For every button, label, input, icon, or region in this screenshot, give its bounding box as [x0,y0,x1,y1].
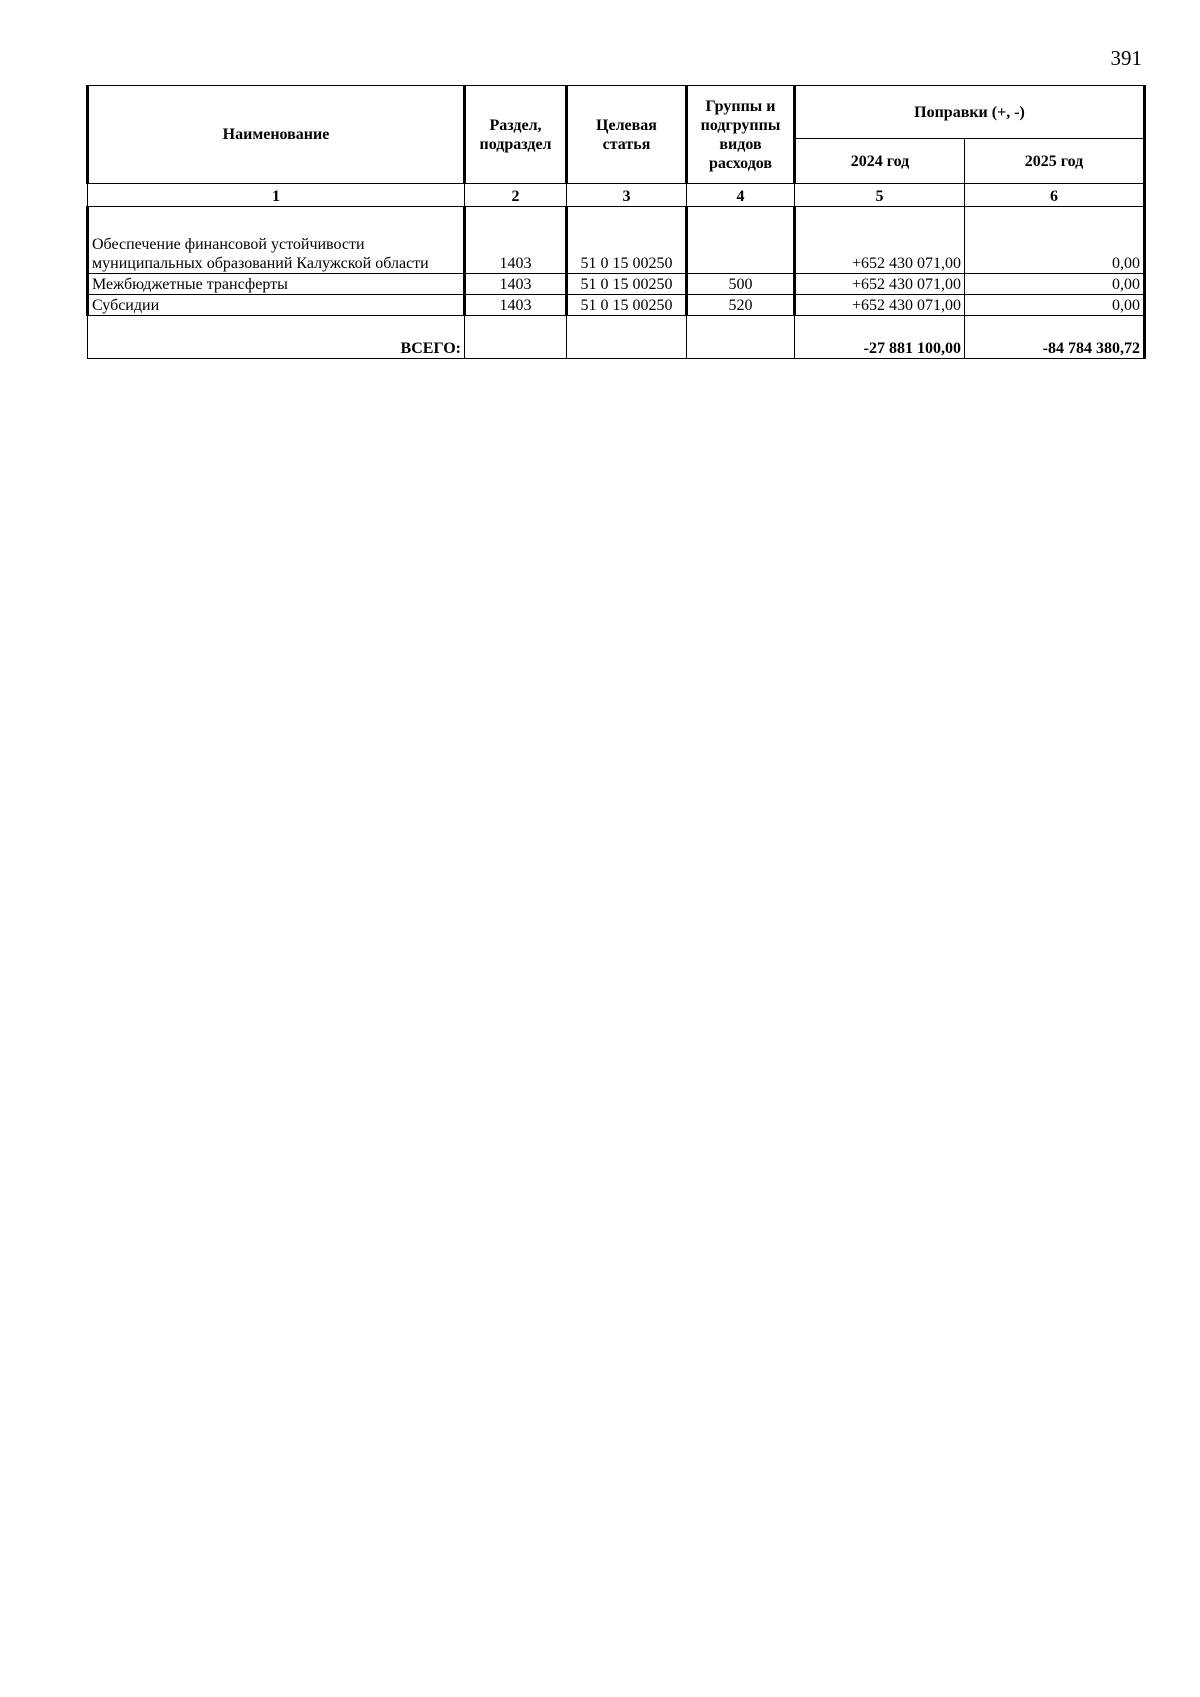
page-number: 391 [1110,46,1142,70]
column-number: 5 [795,184,965,207]
row-target: 51 0 15 00250 [567,274,687,295]
budget-amendments-table [86,85,1146,359]
total-amount-2025: -84 784 380,72 [965,316,1145,359]
column-number: 2 [465,184,567,207]
row-amount-2025: 0,00 [965,274,1145,295]
row-amount-2024: +652 430 071,00 [795,295,965,316]
header-amendments: Поправки (+, -) [795,86,1145,139]
column-numbers-row [88,184,1145,207]
row-name: Обеспечение финансовой устойчивости муниципальных образований Калужской области [88,207,465,274]
row-group: 520 [687,295,795,316]
total-empty-cell [687,316,795,359]
row-section: 1403 [465,274,567,295]
table-row [88,274,1145,295]
header-year-2024: 2024 год [795,139,965,184]
row-amount-2024: +652 430 071,00 [795,207,965,274]
table-row [88,207,1145,274]
header-name: Наименование [88,86,465,184]
row-target: 51 0 15 00250 [567,295,687,316]
column-number: 4 [687,184,795,207]
row-group [687,207,795,274]
table-row [88,295,1145,316]
column-number: 3 [567,184,687,207]
header-target: Целевая статья [567,86,687,184]
header-groups: Группы и подгруппы видов расходов [687,86,795,184]
row-amount-2024: +652 430 071,00 [795,274,965,295]
total-label: ВСЕГО: [88,316,465,359]
row-amount-2025: 0,00 [965,295,1145,316]
header-section: Раздел, подраздел [465,86,567,184]
row-section: 1403 [465,295,567,316]
total-empty-cell [465,316,567,359]
column-number: 1 [88,184,465,207]
total-row [88,316,1145,359]
row-name: Субсидии [88,295,465,316]
row-name: Межбюджетные трансферты [88,274,465,295]
header-year-2025: 2025 год [965,139,1145,184]
row-section: 1403 [465,207,567,274]
total-amount-2024: -27 881 100,00 [795,316,965,359]
row-group: 500 [687,274,795,295]
total-empty-cell [567,316,687,359]
column-number: 6 [965,184,1145,207]
row-target: 51 0 15 00250 [567,207,687,274]
row-amount-2025: 0,00 [965,207,1145,274]
